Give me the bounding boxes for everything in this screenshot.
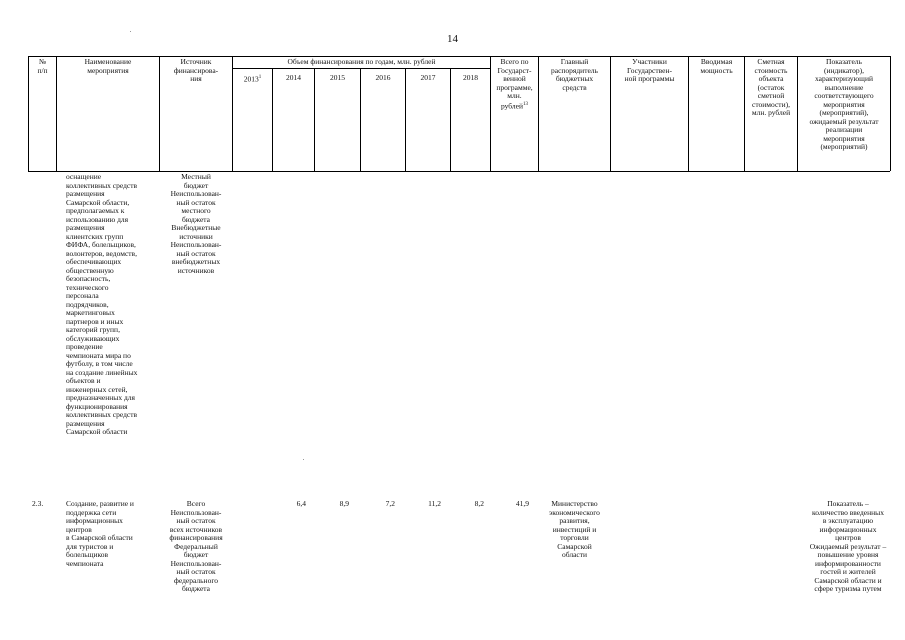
page-number: 14 xyxy=(447,33,458,45)
col-line-8 xyxy=(450,68,451,171)
header-year-2014: 2014 xyxy=(286,73,301,82)
header-capacity: Вводимая мощность xyxy=(700,57,733,75)
continued-row-source: Местный бюджет Неиспользован- ный остаток местного бюджета Внебюджетные источники Неиспользован- ный остаток внебюджетных источников xyxy=(170,172,222,275)
row-2-3-indicator: Показатель – количество введенных в эксплуатацию информационных центров Ожидаемый результат – повышение уровня информированности гостей и жителей Самарской области и сфере туризма путем xyxy=(809,499,887,593)
years-header-divider xyxy=(232,68,490,69)
header-bottom-border xyxy=(28,171,890,172)
header-total: Всего по Государст- венной программе, млн. рублей$^{13}$ xyxy=(496,57,533,110)
row-2-3-total: 41,9 xyxy=(515,499,529,508)
col-line-7 xyxy=(405,68,406,171)
header-year-2017: 2017 xyxy=(420,73,436,82)
header-volume: Объем финансирования по годам, млн. рублей xyxy=(287,57,436,66)
row-2-3-source: Всего Неиспользован- ный остаток всех источников финансирования Федеральный бюджет Неиспользован- ный остаток федерального бюджета xyxy=(169,499,223,593)
row-2-3-name: Создание, развитие и поддержка сети информационных центров в Самарской области для туристов и болельщиков чемпионата xyxy=(66,499,134,568)
header-name: Наименование мероприятия xyxy=(84,57,132,75)
footnote-mark-total: 13 xyxy=(523,101,529,107)
scan-speck xyxy=(303,459,304,460)
col-line-15 xyxy=(890,56,891,171)
row-2-3-value-2014: 6,4 xyxy=(296,499,306,508)
header-num: № п/п xyxy=(37,57,48,75)
header-estimate: Сметная стоимость объекта (остаток сметной стоимости), млн. рублей xyxy=(751,57,791,117)
header-participants: Участники Государствен- ной программы xyxy=(624,57,675,83)
row-2-3-value-2016: 7,2 xyxy=(385,499,395,508)
col-line-4 xyxy=(272,68,273,171)
header-year-2013: 2013$^1$ xyxy=(243,74,262,84)
col-line-6 xyxy=(360,68,361,171)
continued-row-name: оснащение коллективных средств размещения Самарской области, предполагаемых к использованию для размещения клиентских групп ФИФА, болельщиков, волонтеров, ведомств, обеспечивающих общественную безопасность, технического персонала подрядчиков, маркетинговых партнеров и иных категорий групп, обслуживающих проведение чемпионата мира по футболу, в том числе на создание линейных объектов и инженерных сетей, предназначенных для функционирования коллективных средств размещения Самарской области xyxy=(66,172,138,436)
row-2-3-value-2018: 8,2 xyxy=(474,499,484,508)
header-indicator: Показатель (индикатор), характеризующий выполнение соответствующего мероприятия (мероприятий), ожидаемый результат реализации мероприятия (мероприятий) xyxy=(809,57,879,151)
row-2-3-distributor: Министерство экономического развития, инвестиций и торговли Самарской области xyxy=(549,499,600,559)
col-line-5 xyxy=(314,68,315,171)
header-year-2016: 2016 xyxy=(375,73,391,82)
row-2-3-value-2015: 8,9 xyxy=(339,499,349,508)
header-year-2018: 2018 xyxy=(463,73,478,82)
header-year-2015: 2015 xyxy=(330,73,345,82)
row-2-3-value-2017: 11,2 xyxy=(428,499,441,508)
footnote-mark-2013: 1 xyxy=(258,75,262,80)
row-2-3-num: 2.3. xyxy=(32,499,44,508)
header-source: Источник финансирова- ния xyxy=(173,57,219,83)
header-distributor: Главный распорядитель бюджетных средств xyxy=(551,57,598,92)
scan-speck xyxy=(130,31,131,32)
